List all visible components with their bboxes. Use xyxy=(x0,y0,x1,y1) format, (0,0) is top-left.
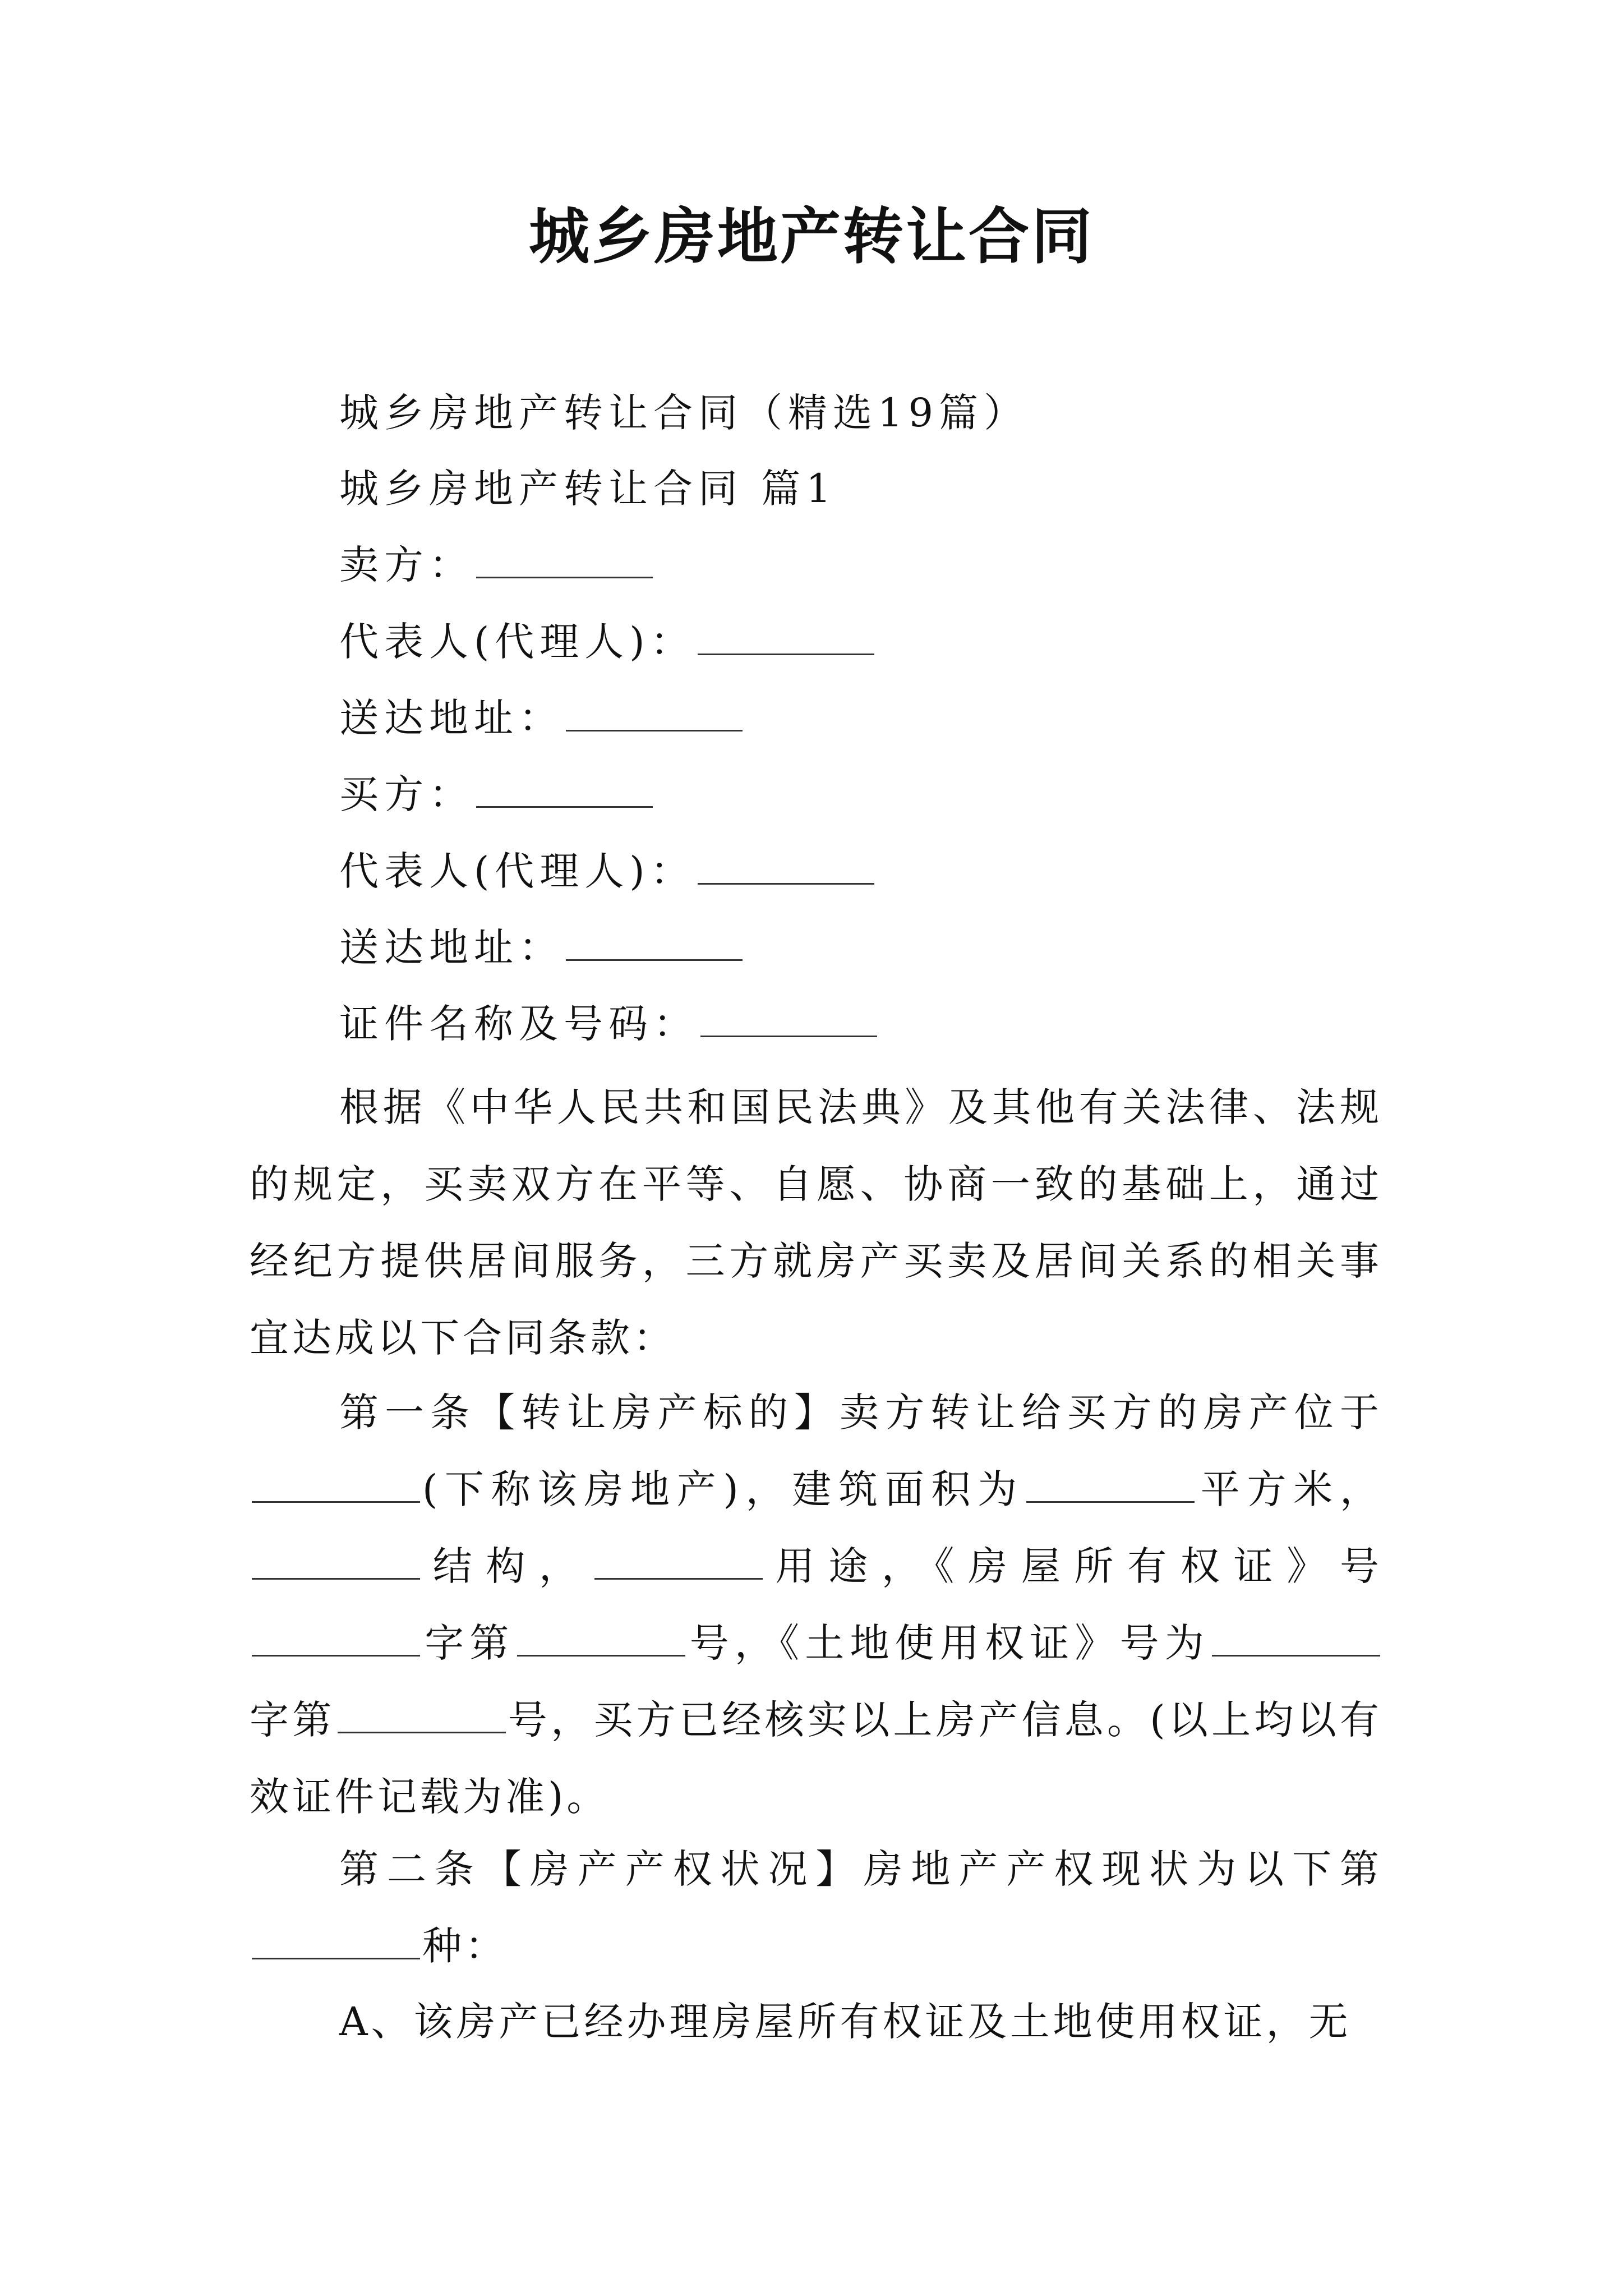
article-2-text: 种： xyxy=(422,1923,508,1969)
blank-line xyxy=(1212,1620,1380,1657)
blank-line xyxy=(252,1466,420,1503)
blank-line xyxy=(1026,1466,1195,1503)
buyer-address-field xyxy=(339,919,745,976)
blank-line xyxy=(698,619,874,655)
article-1-text: 字第 xyxy=(422,1620,515,1666)
article-1-text: 用途，《房屋所有权证》号 xyxy=(764,1543,1382,1589)
intro-paragraph: 根据《中华人民共和国民法典》及其他有关法律、法规的规定，买卖双方在平等、自愿、协商一致的基础上，通过经纪方提供居间服务，三方就房产买卖及居间关系的相关事宜达成以下合同条款： xyxy=(250,1084,1382,1361)
article-2-text: 第二条【房产产权状况】房地产产权现状为以下第 xyxy=(339,1846,1382,1892)
seller-address-field xyxy=(339,690,745,746)
buyer-agent-field xyxy=(339,843,877,899)
field-label: 送达地址： xyxy=(339,924,564,970)
subtitle: 城乡房地产转让合同（精选19篇） xyxy=(339,390,1029,436)
field-label: 买方： xyxy=(339,771,474,817)
article-1-text: 平方米， xyxy=(1197,1466,1383,1512)
blank-line xyxy=(698,848,874,885)
blank-line xyxy=(252,1543,420,1580)
part-heading: 城乡房地产转让合同 篇1 xyxy=(339,466,837,512)
article-1-text: 号，《土地使用权证》号为 xyxy=(687,1620,1210,1666)
field-label: 送达地址： xyxy=(339,695,564,741)
document-title: 城乡房地产转让合同 xyxy=(528,201,1094,272)
article-1-text: (下称该房地产)，建筑面积为 xyxy=(422,1466,1025,1512)
article-1 xyxy=(250,1374,1382,1835)
blank-line xyxy=(700,1001,877,1037)
field-label: 证件名称及号码： xyxy=(339,1001,698,1047)
field-label: 代表人(代理人)： xyxy=(339,848,695,894)
blank-line xyxy=(476,771,653,808)
seller-field xyxy=(339,537,655,593)
article-2 xyxy=(250,1831,1382,1985)
blank-line xyxy=(566,924,743,961)
blank-line xyxy=(252,1923,420,1959)
article-1-text: 字第 xyxy=(250,1697,335,1743)
blank-line xyxy=(476,542,653,578)
blank-line xyxy=(594,1543,763,1580)
blank-line xyxy=(517,1620,685,1657)
article-1-text: 结构， xyxy=(422,1543,592,1589)
article-1-text: 第一条【转让房产标的】卖方转让给买方的房产位于 xyxy=(339,1389,1382,1435)
field-label: 代表人(代理人)： xyxy=(339,619,695,665)
id-document-field xyxy=(339,996,879,1052)
item-a: A、该房产已经办理房屋所有权证及土地使用权证，无 xyxy=(339,1999,1352,2045)
seller-agent-field xyxy=(339,614,877,670)
field-label: 卖方： xyxy=(339,542,474,588)
buyer-field xyxy=(339,766,655,822)
article-1-text: 号，买方已经核实以上房产信息。(以上均以有效证件记载为准)。 xyxy=(250,1697,1383,1820)
blank-line xyxy=(566,695,743,731)
blank-line xyxy=(338,1697,506,1733)
blank-line xyxy=(252,1620,420,1657)
